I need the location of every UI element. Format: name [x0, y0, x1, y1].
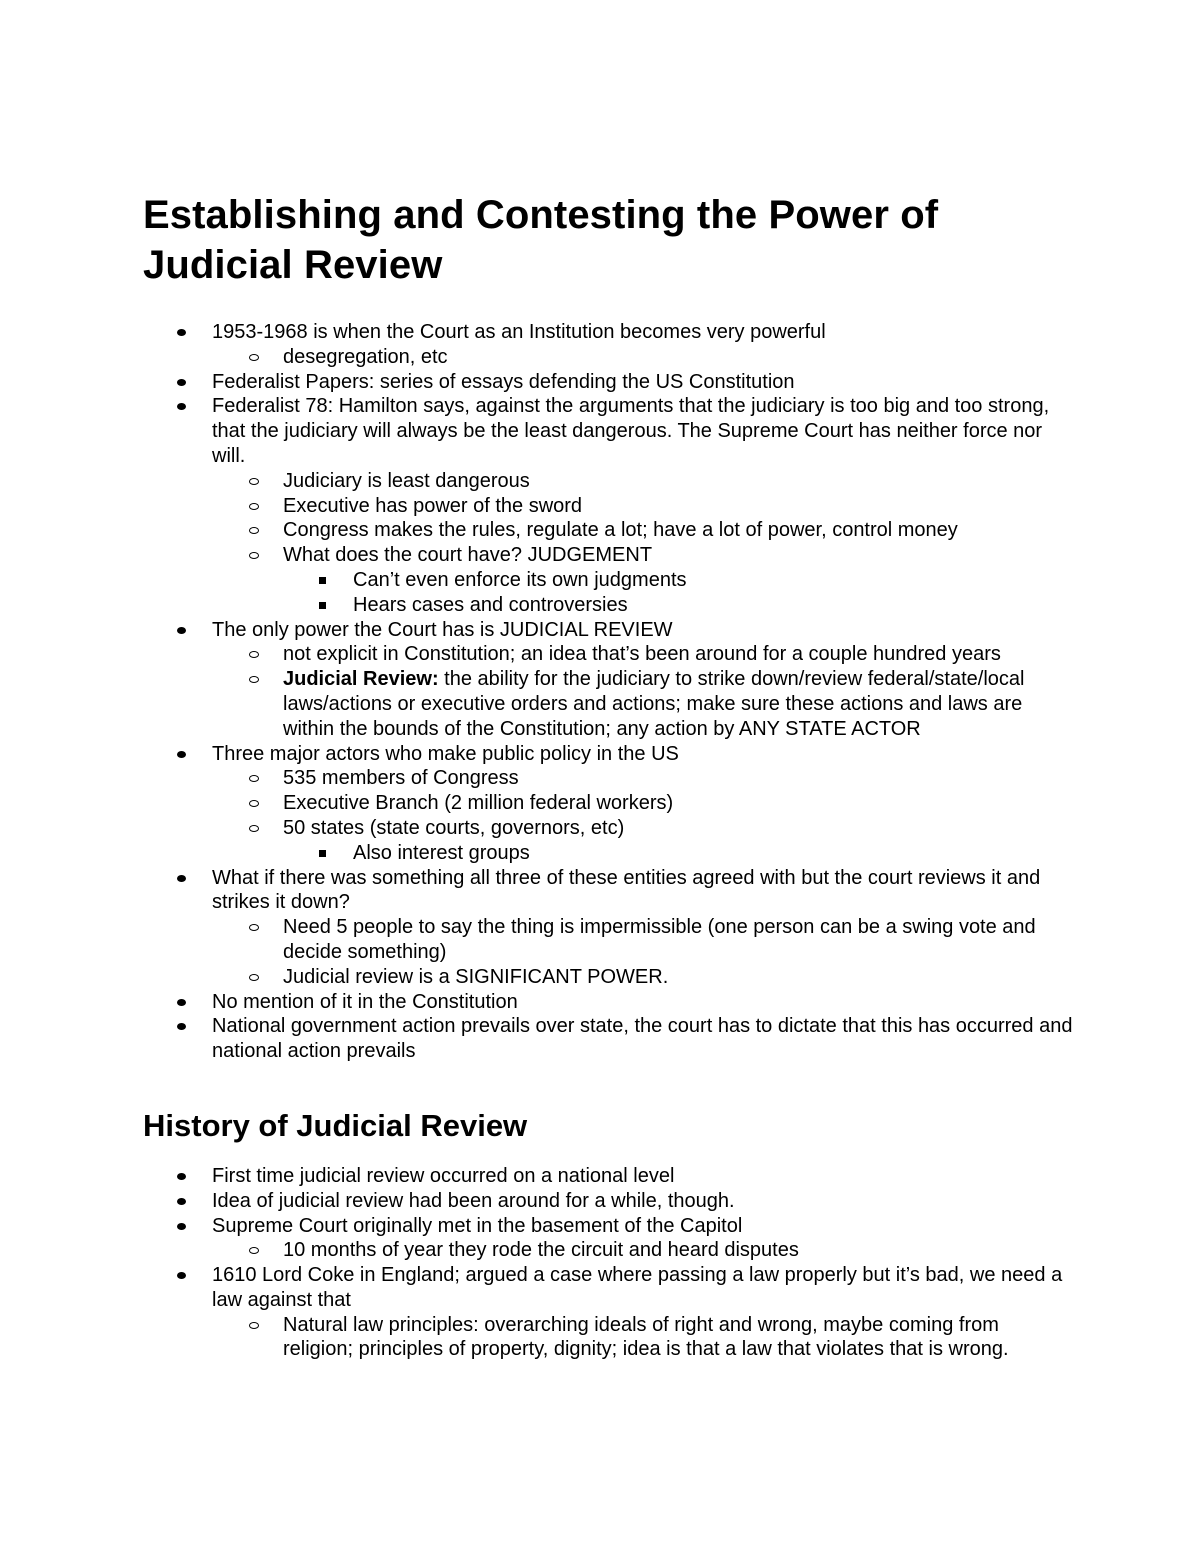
list-item-text: Federalist Papers: series of essays defending the US Constitution — [212, 370, 795, 393]
hollow-circle-bullet-icon — [249, 676, 259, 683]
list-item-text: not explicit in Constitution; an idea that’s been around for a couple hundred years — [283, 643, 1001, 666]
square-bullet-icon — [319, 577, 326, 584]
list-item-text: Natural law principles: overarching ideals of right and wrong, maybe coming from religion; principles of property, dignity; idea is that a law that violates that is wrong. — [283, 1313, 1009, 1361]
filled-circle-bullet-icon — [177, 751, 186, 758]
hollow-circle-bullet-icon — [249, 552, 259, 559]
filled-circle-bullet-icon — [177, 999, 186, 1006]
hollow-circle-bullet-icon — [249, 775, 259, 782]
list-item-text: Judiciary is least dangerous — [283, 469, 530, 492]
filled-circle-bullet-icon — [177, 875, 186, 882]
list-item — [143, 915, 1073, 965]
list-item — [143, 1313, 1073, 1363]
list-item-text: Judicial review is a SIGNIFICANT POWER. — [283, 965, 669, 988]
filled-circle-bullet-icon — [177, 1198, 186, 1205]
square-bullet-icon — [319, 602, 326, 609]
section2-list — [143, 1164, 1073, 1362]
list-item-text: Executive Branch (2 million federal workers) — [283, 792, 674, 815]
hollow-circle-bullet-icon — [249, 651, 259, 658]
filled-circle-bullet-icon — [177, 627, 186, 634]
hollow-circle-bullet-icon — [249, 974, 259, 981]
document-title: Establishing and Contesting the Power of Judicial Review — [143, 193, 939, 287]
list-item — [143, 1214, 1073, 1239]
section1-list — [143, 320, 1073, 1064]
list-item — [143, 320, 1073, 345]
list-item — [143, 618, 1073, 643]
list-item — [143, 494, 1073, 519]
list-item — [143, 965, 1073, 990]
list-item — [143, 841, 1073, 866]
list-item-text: Three major actors who make public policy in the US — [212, 742, 679, 765]
list-item — [143, 394, 1073, 468]
filled-circle-bullet-icon — [177, 1173, 186, 1180]
filled-circle-bullet-icon — [177, 403, 186, 410]
hollow-circle-bullet-icon — [249, 825, 259, 832]
hollow-circle-bullet-icon — [249, 800, 259, 807]
list-item — [143, 469, 1073, 494]
list-item — [143, 667, 1073, 741]
filled-circle-bullet-icon — [177, 1272, 186, 1279]
list-item — [143, 642, 1073, 667]
filled-circle-bullet-icon — [177, 1223, 186, 1230]
list-item-text: Hears cases and controversies — [353, 593, 628, 616]
hollow-circle-bullet-icon — [249, 527, 259, 534]
hollow-circle-bullet-icon — [249, 924, 259, 931]
list-item-text: Can’t even enforce its own judgments — [353, 568, 687, 591]
list-item-text: 50 states (state courts, governors, etc) — [283, 816, 625, 839]
list-item-text: The only power the Court has is JUDICIAL REVIEW — [212, 618, 673, 641]
list-item — [143, 345, 1073, 370]
list-item — [143, 370, 1073, 395]
list-item-text: 1610 Lord Coke in England; argued a case where passing a law properly but it’s bad, we need a law against that — [212, 1264, 1063, 1311]
document-page — [143, 190, 1073, 1362]
list-item — [143, 1014, 1073, 1064]
list-item — [143, 568, 1073, 593]
hollow-circle-bullet-icon — [249, 503, 259, 510]
list-item — [143, 1164, 1073, 1189]
list-item-text: Federalist 78: Hamilton says, against the arguments that the judiciary is too big and too strong, that the judiciary will always be the least dangerous. The Supreme Court has neither force nor will. — [212, 395, 1050, 467]
list-item — [143, 518, 1073, 543]
square-bullet-icon — [319, 850, 326, 857]
list-item-text: What does the court have? JUDGEMENT — [283, 544, 653, 567]
list-item-text: Need 5 people to say the thing is impermissible (one person can be a swing vote and decide something) — [283, 916, 1036, 963]
list-item — [143, 543, 1073, 568]
list-item — [143, 816, 1073, 841]
hollow-circle-bullet-icon — [249, 1247, 259, 1254]
hollow-circle-bullet-icon — [249, 354, 259, 361]
list-item-text: desegregation, etc — [283, 345, 448, 368]
list-item-text: 1953-1968 is when the Court as an Institution becomes very powerful — [212, 321, 826, 343]
list-item-text: National government action prevails over state, the court has to dictate that this has occurred and national action prevails — [212, 1015, 1073, 1063]
list-item-text: Executive has power of the sword — [283, 494, 583, 517]
list-item-text: What if there was something all three of these entities agreed with but the court reviews it and strikes it down? — [212, 866, 1041, 914]
list-item-bold-term: Judicial Review: — [283, 668, 439, 691]
filled-circle-bullet-icon — [177, 329, 186, 336]
list-item-text: Congress makes the rules, regulate a lot; have a lot of power, control money — [283, 519, 958, 542]
list-item-text: the ability for the judiciary to strike down/review federal/state/local laws/actions or executive orders and actions; make sure these actions and laws are within the bounds of the Constitution; any action by ANY STATE ACTOR — [283, 668, 1025, 740]
filled-circle-bullet-icon — [177, 379, 186, 386]
list-item-text: Supreme Court originally met in the basement of the Capitol — [212, 1214, 743, 1237]
list-item-text: Also interest groups — [353, 841, 530, 864]
list-item-text: 10 months of year they rode the circuit and heard disputes — [283, 1239, 799, 1262]
list-item — [143, 791, 1073, 816]
hollow-circle-bullet-icon — [249, 478, 259, 485]
list-item-text: Idea of judicial review had been around for a while, though. — [212, 1189, 735, 1212]
hollow-circle-bullet-icon — [249, 1322, 259, 1329]
list-item-text: 535 members of Congress — [283, 767, 519, 790]
list-item — [143, 766, 1073, 791]
list-item — [143, 742, 1073, 767]
list-item — [143, 593, 1073, 618]
list-item — [143, 1238, 1073, 1263]
list-item-text: No mention of it in the Constitution — [212, 990, 518, 1013]
list-item — [143, 990, 1073, 1015]
section2-heading: History of Judicial Review — [143, 1107, 528, 1143]
list-item-text: First time judicial review occurred on a national level — [212, 1164, 675, 1187]
filled-circle-bullet-icon — [177, 1023, 186, 1030]
list-item — [143, 1263, 1073, 1313]
list-item — [143, 866, 1073, 916]
list-item — [143, 1189, 1073, 1214]
